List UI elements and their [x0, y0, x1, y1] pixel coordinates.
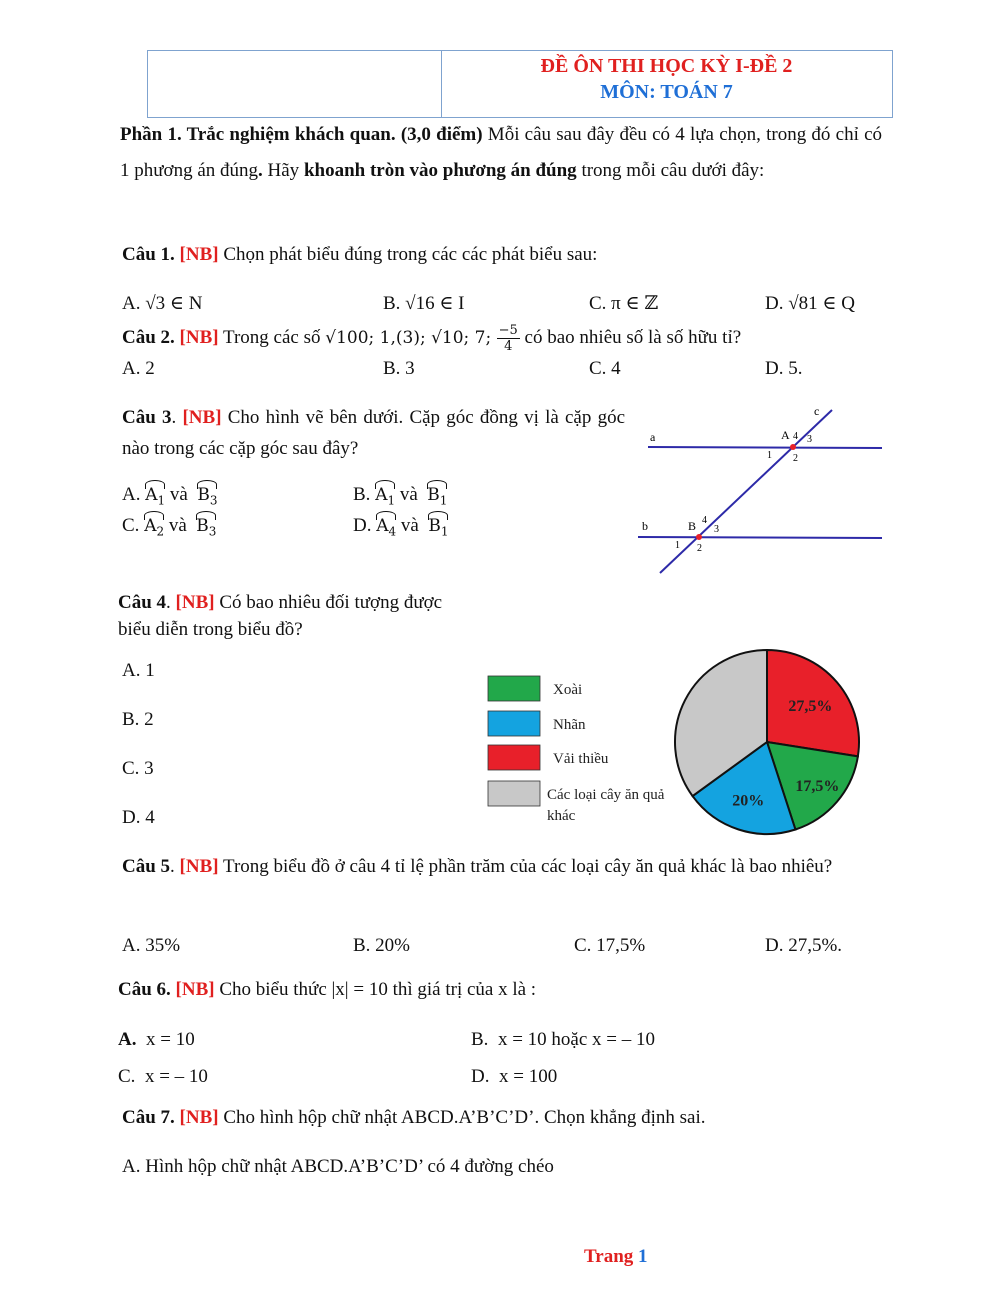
q6-option-a-text: x = 10: [145, 1029, 195, 1050]
q2-text-a: Trong các số: [218, 326, 326, 348]
angle-label-a4: 4: [793, 431, 798, 442]
q5-option-c[interactable]: C. 17,5%: [574, 935, 646, 956]
angle-label-b2: 2: [697, 543, 702, 554]
q2-numbers: √100; 1,(3); √10; 7;: [325, 327, 497, 348]
legend-swatch: [488, 711, 540, 736]
q3-stem: [122, 402, 625, 464]
q3-option-d[interactable]: [353, 515, 448, 538]
q1-option-c[interactable]: C. π ∈ ℤ: [589, 293, 659, 314]
pie-slices: [675, 650, 859, 834]
q1-label: Câu 1.: [122, 244, 175, 265]
angle-label-a3: 3: [807, 434, 812, 445]
q6-option-b[interactable]: [471, 1029, 655, 1051]
q7-option-a[interactable]: A. Hình hộp chữ nhật ABCD.A’B’C’D’ có 4 đường chéo: [122, 1156, 554, 1177]
q3-parallel-lines-figure: [630, 400, 890, 580]
q1-option-b[interactable]: B. √16 ∈ I: [383, 293, 465, 314]
q6-option-b-prefix: B.: [471, 1029, 489, 1050]
q3-text: Cho hình vẽ bên dưới. Cặp góc đồng vị là cặp góc nào trong các cặp góc sau đây?: [122, 407, 626, 459]
line-b: [638, 537, 882, 538]
q4-option-a[interactable]: A. 1: [122, 660, 155, 681]
angle-label-b4: 4: [702, 515, 707, 526]
q7-level-tag: [NB]: [179, 1107, 219, 1128]
q4-text: Có bao nhiêu đối tượng được biểu diễn trong biểu đồ?: [118, 592, 443, 640]
legend-swatch: [488, 745, 540, 770]
q4-stem: [118, 589, 448, 643]
header-box: [147, 50, 893, 118]
q6-option-d[interactable]: [471, 1066, 557, 1088]
q5-stem: [122, 852, 882, 881]
q3-option-b[interactable]: [353, 484, 447, 507]
q1-level-tag: [NB]: [179, 244, 219, 265]
q3-conj: và: [168, 515, 187, 536]
exam-title: ĐỀ ÔN THI HỌC KỲ I-ĐỀ 2: [540, 55, 793, 77]
q1-option-a[interactable]: A. √3 ∈ N: [122, 293, 203, 314]
q6-option-b-text: x = 10 hoặc x = – 10: [497, 1029, 655, 1050]
q5-level-tag: [NB]: [179, 856, 219, 877]
q5-option-b[interactable]: B. 20%: [353, 935, 410, 956]
q3-conj: và: [169, 484, 188, 505]
chart-legend: [488, 676, 665, 824]
q5-option-d[interactable]: D. 27,5%.: [765, 935, 843, 956]
q6-text: Cho biểu thức |x| = 10 thì giá trị của x là :: [214, 979, 537, 1000]
q4-label: Câu 4: [118, 592, 167, 613]
q6-option-d-text: x = 100: [498, 1066, 558, 1087]
q6-option-d-prefix: D.: [471, 1066, 490, 1087]
q2-text-b: có bao nhiêu số là số hữu tỉ?: [519, 326, 742, 348]
q3-level-tag: [NB]: [182, 407, 222, 428]
angle-label-b1: 1: [675, 540, 680, 551]
q5-label: Câu 5: [122, 856, 171, 877]
q3-dot: .: [171, 407, 183, 428]
q2-option-a[interactable]: A. 2: [122, 358, 155, 379]
legend-swatch: [488, 676, 540, 701]
angle-a1: $A_1$: [375, 485, 396, 508]
point-b: [696, 534, 702, 540]
fruit-pie-chart: [480, 648, 880, 840]
legend-label: Xoài: [553, 682, 583, 698]
page-number: 1: [638, 1246, 648, 1267]
legend-label: Nhãn: [553, 717, 586, 733]
q3-option-a-prefix: A.: [122, 484, 146, 505]
q5-option-a[interactable]: A. 35%: [122, 935, 181, 956]
pie-slice-label: 20%: [732, 792, 765, 810]
q5-dot: .: [170, 856, 180, 877]
part1-intro: [120, 117, 882, 189]
q6-option-c[interactable]: [118, 1066, 208, 1088]
q3-option-d-prefix: D.: [353, 515, 377, 536]
q4-option-d[interactable]: D. 4: [122, 807, 155, 828]
point-a: [790, 444, 796, 450]
q7-text: Cho hình hộp chữ nhật ABCD.A’B’C’D’. Chọn khẳng định sai.: [218, 1107, 706, 1128]
legend-label: Các loại cây ăn quả khác: [547, 787, 665, 824]
q2-stem: [122, 323, 741, 354]
part1-text-3: trong mỗi câu dưới đây:: [576, 160, 765, 181]
q2-level-tag: [NB]: [179, 326, 219, 348]
part1-text-2: Hãy: [262, 160, 304, 181]
q2-option-b[interactable]: B. 3: [383, 358, 415, 379]
q1-stem: [122, 244, 597, 266]
angle-label-a2: 2: [793, 453, 798, 464]
q1-text: Chọn phát biểu đúng trong các các phát biểu sau:: [218, 244, 598, 265]
q3-conj: và: [400, 515, 419, 536]
page-footer: [584, 1246, 648, 1268]
line-a: [648, 447, 882, 448]
q6-stem: [118, 979, 536, 1001]
exam-subject: MÔN: TOÁN 7: [600, 81, 733, 103]
q3-option-c[interactable]: [122, 515, 216, 538]
angle-b3: $B_3$: [197, 485, 218, 508]
q4-dot: .: [166, 592, 176, 613]
pie-slice-label: 17,5%: [795, 778, 840, 796]
q3-option-c-prefix: C.: [122, 515, 145, 536]
angle-a4: $A_4$: [376, 516, 397, 539]
q7-stem: [122, 1107, 705, 1129]
angle-b1: $B_1$: [427, 485, 448, 508]
q3-label: Câu 3: [122, 407, 172, 428]
q1-option-d[interactable]: D. √81 ∈ Q: [765, 293, 855, 314]
angle-a1: $A_1$: [145, 485, 166, 508]
q7-label: Câu 7.: [122, 1107, 175, 1128]
label-line-b: b: [642, 519, 648, 533]
q6-option-a[interactable]: [118, 1029, 195, 1051]
angle-label-a1: 1: [767, 450, 772, 461]
q5-text: Trong biểu đồ ở câu 4 tỉ lệ phần trăm của các loại cây ăn quả khác là bao nhiêu?: [218, 856, 833, 877]
angle-b1: $B_1$: [428, 516, 449, 539]
q2-fraction-denominator: 4: [504, 339, 513, 354]
part1-text-1: Mỗi câu sau đây đều có 4 lựa chọn, trong đó chỉ có 1 phương án đúng: [120, 124, 883, 181]
q3-conj: và: [399, 484, 418, 505]
legend-swatch: [488, 781, 540, 806]
q2-fraction: [497, 323, 520, 354]
q3-option-a[interactable]: [122, 484, 217, 507]
angle-label-b3: 3: [714, 524, 719, 535]
q4-option-c[interactable]: C. 3: [122, 758, 154, 779]
part1-heading: Phần 1. Trắc nghiệm khách quan. (3,0 điểm): [120, 124, 483, 145]
label-point-b: B: [688, 519, 697, 533]
q2-option-c[interactable]: C. 4: [589, 358, 621, 379]
label-line-a: a: [650, 430, 656, 444]
label-point-a: A: [781, 428, 790, 442]
q2-option-d[interactable]: D. 5.: [765, 358, 803, 379]
q4-level-tag: [NB]: [175, 592, 215, 613]
q2-label: Câu 2.: [122, 326, 175, 348]
q6-level-tag: [NB]: [175, 979, 215, 1000]
angle-a2: $A_2$: [144, 516, 165, 539]
legend-label: Vải thiều: [553, 751, 609, 767]
q6-label: Câu 6.: [118, 979, 171, 1000]
q3-option-b-prefix: B.: [353, 484, 376, 505]
label-line-c: c: [814, 404, 820, 418]
q6-option-c-text: x = – 10: [144, 1066, 208, 1087]
q2-fraction-numerator: −5: [498, 323, 518, 338]
page-label: Trang: [584, 1246, 634, 1267]
part1-dot: .: [258, 160, 263, 181]
q6-option-c-prefix: C.: [118, 1066, 136, 1087]
q6-option-a-prefix: A.: [118, 1029, 137, 1050]
q4-option-b[interactable]: B. 2: [122, 709, 154, 730]
angle-b3: $B_3$: [196, 516, 217, 539]
part1-bold-instruction: khoanh tròn vào phương án đúng: [303, 160, 577, 181]
pie-slice-label: 27,5%: [788, 697, 833, 715]
